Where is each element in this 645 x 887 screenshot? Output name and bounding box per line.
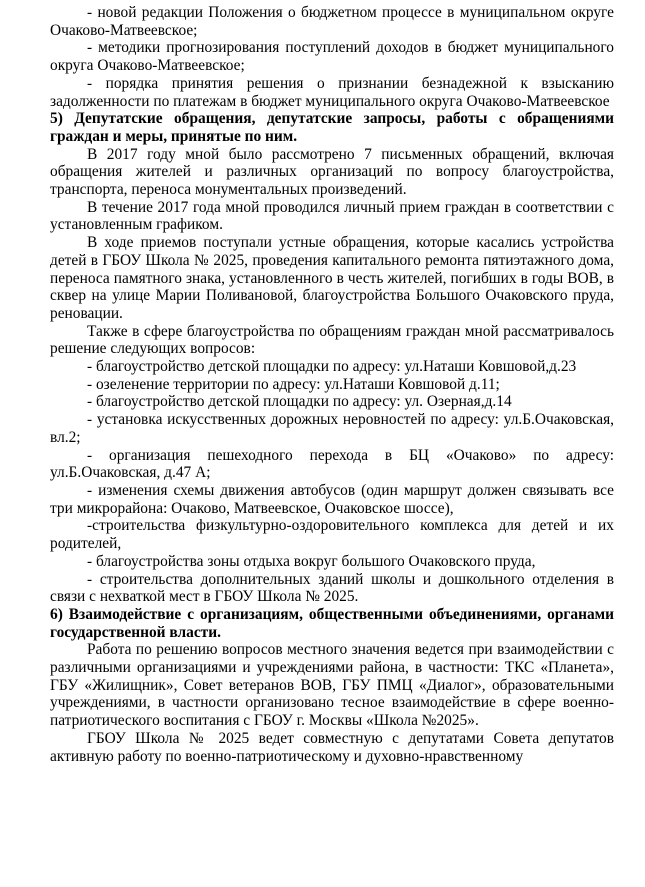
list-item-bus-routes: - изменения схемы движения автобусов (один маршрут должен связывать все три микрорайона: Очаково, Матвеевское, Очаковское шоссе), xyxy=(50,481,614,517)
paragraph-personal-reception: В течение 2017 года мной проводился личный прием граждан в соответствии с установленным графиком. xyxy=(50,198,614,234)
list-item-sports-complex: -строительства физкультурно-оздоровительного комплекса для детей и их родителей, xyxy=(50,517,614,553)
list-item-playground-kovshovoy-23: - благоустройство детской площадки по адресу: ул.Наташи Ковшовой,д.23 xyxy=(87,358,577,376)
list-item-school-buildings: - строительства дополнительных зданий школы и дошкольного отделения в связи с нехваткой мест в ГБОУ Школа № 2025. xyxy=(50,570,614,606)
list-item-playground-ozernaya-14: - благоустройство детской площадки по адресу: ул. Озерная,д.14 xyxy=(87,393,512,411)
paragraph-landscaping-intro: Также в сфере благоустройства по обращениям граждан мной рассматривалось решение следующих вопросов: xyxy=(50,322,614,358)
list-item-pedestrian-crossing: - организация пешеходного перехода в БЦ «Очаково» по адресу: ул.Б.Очаковская, д.47 А; xyxy=(50,446,614,482)
section-heading-5: 5) Депутатские обращения, депутатские запросы, работы с обращениями граждан и меры, принятые по ним. xyxy=(50,110,614,145)
list-item-greening-kovshovoy-11: - озеленение территории по адресу: ул.Наташи Ковшовой д.11; xyxy=(87,375,500,393)
list-item-revenue-forecast-method: - методики прогнозирования поступлений доходов в бюджет муниципального округа Очаково-Матвеевское; xyxy=(50,39,614,75)
section-heading-6: 6) Взаимодействие с организациям, общественными объединениями, органами государственной власти. xyxy=(50,605,614,641)
list-item-budget-regulation: - новой редакции Положения о бюджетном процессе в муниципальном округе Очаково-Матвеевское; xyxy=(50,4,614,39)
paragraph-school-2025: ГБОУ Школа № 2025 ведет совместную с депутатами Совета депутатов активную работу по военно-патриотическому и духовно-нравственному xyxy=(50,729,614,765)
list-item-bad-debt-procedure: - порядка принятия решения о признании безнадежной к взысканию задолженности по платежам в бюджет муниципального округа Очаково-Матвеевское xyxy=(50,74,614,110)
list-item-speed-bumps: - установка искусственных дорожных неровностей по адресу: ул.Б.Очаковская, вл.2; xyxy=(50,411,614,446)
paragraph-written-appeals: В 2017 году мной было рассмотрено 7 письменных обращений, включая обращения жителей и различных организаций по вопросу благоустройства, транспорта, переноса монументальных произведений. xyxy=(50,145,614,199)
paragraph-oral-appeals: В ходе приемов поступали устные обращения, которые касались устройства детей в ГБОУ Школа № 2025, проведения капитального ремонта пятиэтажного дома, переноса памятного знака, установленного в честь жителей, погибших в годы ВОВ, в сквер на улице Марии Поливановой, благоустройства Большого Очаковского пруда, реновации. xyxy=(50,234,614,322)
paragraph-organizations: Работа по решению вопросов местного значения ведется при взаимодействии с различными организациями и учреждениями района, в частности: ТКС «Планета», ГБУ «Жилищник», Совет ветеранов ВОВ, ГБУ ПМЦ «Диалог», образовательными учреждениями, в частности организовано тесное взаимодействие в сфере военно-патриотического воспитания с ГБОУ г. Москвы «Школа №2025». xyxy=(50,641,614,730)
list-item-pond-recreation: - благоустройства зоны отдыха вокруг большого Очаковского пруда, xyxy=(87,552,536,570)
